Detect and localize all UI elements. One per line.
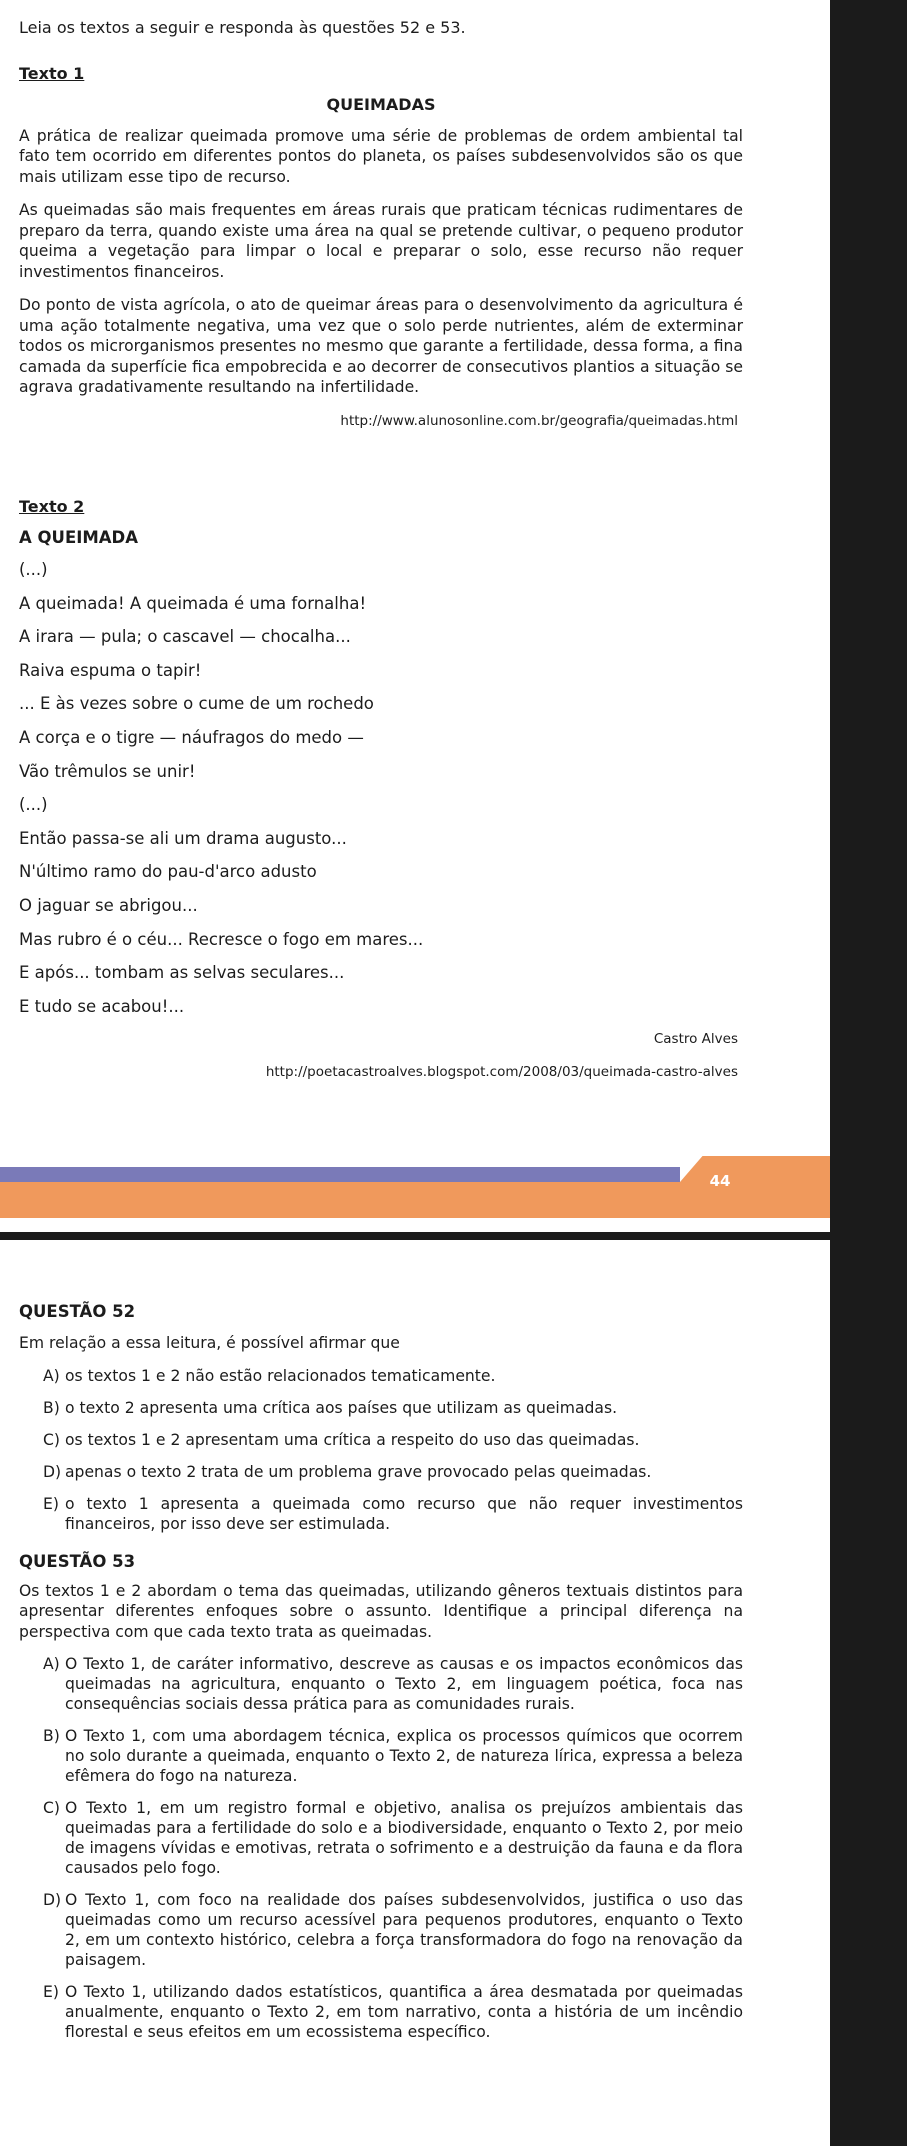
- q52-stem: Em relação a essa leitura, é possível afirmar que: [19, 1334, 400, 1352]
- texto1-paragraph-3: Do ponto de vista agrícola, o ato de queimar áreas para o desenvolvimento da agricultura é uma ação totalmente negativa, uma vez que o solo perde nutrientes, além de exterminar todos os microrganismos presentes no mesmo que garante a fertilidade, dessa forma, a fina camada da superfície fica empobrecida e ao decorrer de consecutivos plantios a situação se agrava gradativamente resultando na infertilidade.: [19, 296, 743, 396]
- q52-option-c[interactable]: C) os textos 1 e 2 apresentam uma crítica a respeito do uso das queimadas.: [43, 1430, 640, 1449]
- poem-verse: E tudo se acabou!...: [19, 996, 185, 1016]
- q52-option-a[interactable]: A) os textos 1 e 2 não estão relacionados tematicamente.: [43, 1366, 496, 1385]
- texto1-title: QUEIMADAS: [326, 94, 436, 114]
- q53-option-b[interactable]: B) O Texto 1, com uma abordagem técnica, explica os processos químicos que ocorrem no solo durante a queimada, enquanto o Texto 2, de natureza lírica, expressa a beleza efêmera do fogo na natureza.: [43, 1727, 743, 1785]
- poem-verse: A queimada! A queimada é uma fornalha!: [19, 593, 367, 613]
- page-top: [19, 18, 743, 431]
- poem-verse: A corça e o tigre — náufragos do medo —: [19, 727, 364, 747]
- q53-stem: Os textos 1 e 2 abordam o tema das queimadas, utilizando gêneros textuais distintos para apresentar diferentes enfoques sobre o assunto. Identifique a principal diferença na perspectiva com que cada texto trata as queimadas.: [19, 1581, 743, 1641]
- texto1-label: Texto 1: [19, 63, 85, 83]
- questions-section: [19, 1302, 743, 2054]
- texto2-source: http://poetacastroalves.blogspot.com/2008/03/queimada-castro-alves: [265, 1063, 738, 1080]
- texto2-label: Texto 2: [19, 497, 85, 516]
- poem-verse: Então passa-se ali um drama augusto...: [19, 828, 347, 848]
- q53-option-e[interactable]: E) O Texto 1, utilizando dados estatísticos, quantifica a área desmatada por queimadas anualmente, enquanto o Texto 2, em tom narrativo, conta a história de um incêndio florestal e seus efeitos em um ecossistema específico.: [43, 1983, 743, 2041]
- q52-option-d[interactable]: D) apenas o texto 2 trata de um problema grave provocado pelas queimadas.: [43, 1462, 652, 1481]
- poem-verse: Raiva espuma o tapir!: [19, 660, 202, 680]
- right-dark-bar: [830, 0, 907, 2146]
- poem-verse: N'último ramo do pau-d'arco adusto: [19, 862, 317, 882]
- q53-options: [19, 1654, 743, 2042]
- footer-purple-stripe: [0, 1167, 680, 1182]
- q53-option-c[interactable]: C) O Texto 1, em um registro formal e objetivo, analisa os prejuízos ambientais das queimadas para a fertilidade do solo e a biodiversidade, enquanto o Texto 2, por meio de imagens vívidas e emotivas, retrata o sofrimento e a destruição da fauna e da flora causados pelo fogo.: [43, 1799, 743, 1877]
- page-number: 44: [709, 1172, 731, 1190]
- page-divider: [0, 1232, 907, 1240]
- poem-verse: Mas rubro é o céu... Recresce o fogo em mares...: [19, 929, 424, 949]
- poem-verse: Vão trêmulos se unir!: [19, 761, 196, 781]
- intro-instruction: Leia os textos a seguir e responda às questões 52 e 53.: [19, 18, 466, 37]
- page-footer: [0, 1156, 830, 1227]
- texto2-author: Castro Alves: [653, 1031, 738, 1048]
- q53-title: QUESTÃO 53: [19, 1551, 136, 1571]
- poem-verse: (...): [19, 795, 48, 815]
- q52-option-b[interactable]: B) o texto 2 apresenta uma crítica aos países que utilizam as queimadas.: [43, 1398, 618, 1417]
- poem-verse: (...): [19, 560, 48, 579]
- poem-verse: E após... tombam as selvas seculares...: [19, 963, 345, 983]
- q52-title: QUESTÃO 52: [19, 1302, 136, 1321]
- poem-verse: ... E às vezes sobre o cume de um rochedo: [19, 694, 374, 714]
- poem-verse: A irara — pula; o cascavel — chocalha...: [19, 627, 351, 647]
- q53-option-a[interactable]: A) O Texto 1, de caráter informativo, descreve as causas e os impactos econômicos das queimadas na agricultura, enquanto o Texto 2, em linguagem poética, foca nas consequências sociais dessa prática para as comunidades rurais.: [43, 1655, 743, 1713]
- q52-options: [19, 1366, 743, 1534]
- texto2-title: A QUEIMADA: [19, 528, 139, 547]
- texto1-source: http://www.alunosonline.com.br/geografia/queimadas.html: [340, 412, 738, 429]
- texto1-paragraph-2: As queimadas são mais frequentes em áreas rurais que praticam técnicas rudimentares de preparo da terra, quando existe uma área na qual se pretende cultivar, o pequeno produtor queima a vegetação para limpar o local e preparar o solo, esse recurso não requer investimentos financeiros.: [19, 201, 743, 281]
- texto1-paragraph-1: A prática de realizar queimada promove uma série de problemas de ordem ambiental tal fato tem ocorrido em diferentes pontos do planeta, os países subdesenvolvidos são os que mais utilizam esse tipo de recurso.: [19, 126, 743, 186]
- texto2-section: [19, 497, 743, 1082]
- poem-verse: O jaguar se abrigou...: [19, 895, 198, 915]
- q53-option-d[interactable]: D) O Texto 1, com foco na realidade dos países subdesenvolvidos, justifica o uso das queimadas como um recurso acessível para pequenos produtores, enquanto o Texto 2, em um contexto histórico, celebra a força transformadora do fogo na renovação da paisagem.: [43, 1891, 743, 1969]
- q52-option-e[interactable]: E) o texto 1 apresenta a queimada como recurso que não requer investimentos financeiros, por isso deve ser estimulada.: [43, 1494, 743, 1533]
